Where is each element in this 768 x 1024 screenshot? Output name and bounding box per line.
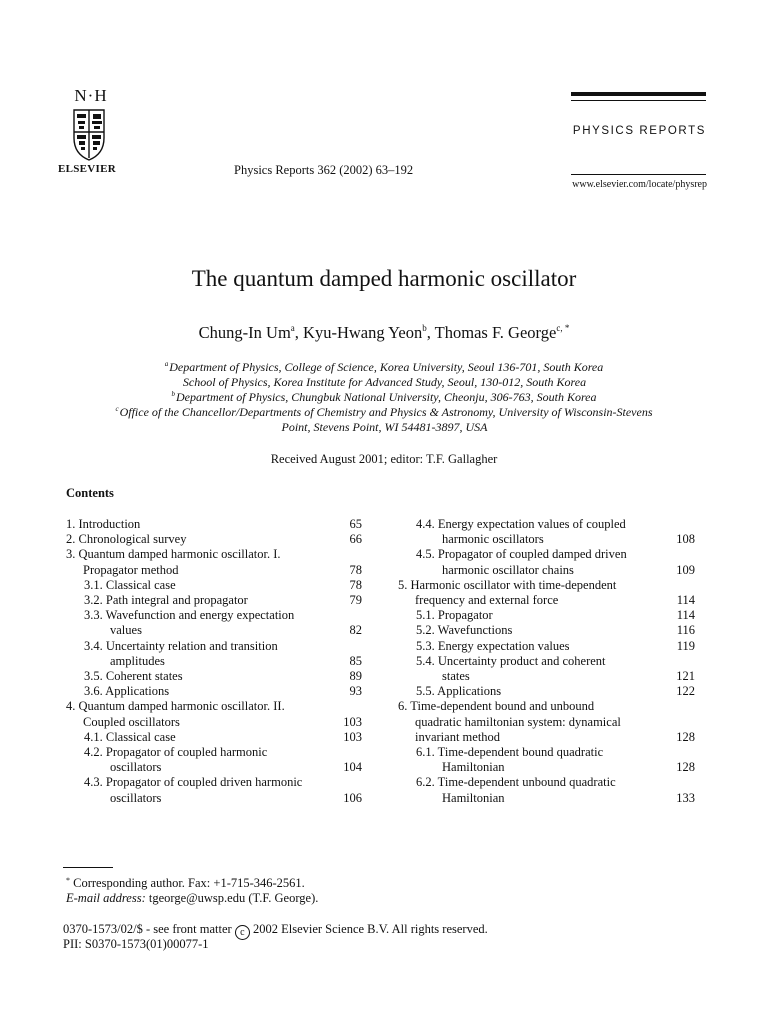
toc-entry-text[interactable]: 5.2. Wavefunctions: [416, 623, 513, 638]
author-list: [0, 323, 768, 343]
article-title: The quantum damped harmonic oscillator: [191, 266, 577, 291]
toc-entry-text[interactable]: 5.1. Propagator: [416, 608, 493, 623]
publisher-name: ELSEVIER: [57, 163, 117, 175]
toc-entry-text[interactable]: 6.1. Time-dependent bound quadratic: [416, 745, 604, 759]
toc-entry-text[interactable]: 1. Introduction: [66, 517, 141, 531]
toc-entry-text[interactable]: 4.5. Propagator of coupled damped driven: [416, 547, 627, 562]
toc-page-number: 128: [676, 729, 695, 744]
author-name: Chung-In Um: [198, 323, 291, 342]
toc-page-number: 93: [349, 684, 362, 699]
toc-page-number: 106: [343, 790, 362, 805]
toc-page-number: 103: [343, 729, 362, 744]
toc-page-number: 114: [676, 593, 695, 607]
publisher-logo-mark: N·H: [74, 86, 108, 105]
toc-page-number: 109: [676, 562, 695, 577]
toc-entry-text[interactable]: 3.1. Classical case: [84, 577, 176, 592]
toc-entry-text[interactable]: 3. Quantum damped harmonic oscillator. I.: [66, 547, 281, 562]
toc-entry-text[interactable]: oscillators: [110, 760, 162, 775]
toc-entry-text[interactable]: 4.2. Propagator of coupled harmonic: [84, 745, 268, 759]
toc-page-number: 114: [676, 608, 695, 623]
toc-entry-text[interactable]: 3.5. Coherent states: [84, 669, 183, 683]
affiliation-marker: b: [171, 390, 175, 398]
copyright-text: 2002 Elsevier Science B.V. All rights reserved.: [252, 922, 488, 936]
affiliation-line: [0, 375, 768, 390]
toc-page-number: 122: [676, 684, 695, 699]
toc-page-number: 133: [676, 790, 695, 805]
corresponding-author-footnote: [66, 876, 305, 891]
toc-page-number: 82: [349, 623, 362, 638]
toc-page-number: 89: [349, 669, 362, 683]
received-editor-line: Received August 2001; editor: T.F. Gallagher: [270, 452, 498, 466]
affiliation-line: [0, 390, 768, 405]
toc-page-number: 66: [349, 532, 362, 547]
toc-entry-text[interactable]: harmonic oscillator chains: [442, 562, 574, 577]
author-separator: ,: [294, 323, 304, 342]
journal-name: PHYSICS REPORTS: [572, 125, 706, 137]
author-separator: ,: [426, 323, 435, 342]
toc-entry-text[interactable]: 4.3. Propagator of coupled driven harmonic: [84, 775, 303, 790]
toc-page-number: 78: [349, 562, 362, 577]
toc-page-number: 121: [676, 669, 695, 683]
author-name: Kyu-Hwang Yeon: [303, 323, 423, 342]
toc-entry-text[interactable]: oscillators: [110, 790, 162, 805]
toc-page-number: 128: [676, 760, 695, 775]
affiliation-text: Office of the Chancellor/Departments of Chemistry and Physics & Astronomy, University of Wisconsin-Stevens: [119, 405, 653, 419]
toc-entry-text[interactable]: 3.2. Path integral and propagator: [84, 593, 248, 607]
author-name: Thomas F. George: [434, 323, 557, 342]
header-rule-bottom: [571, 174, 706, 175]
toc-entry-text[interactable]: amplitudes: [110, 653, 165, 668]
toc-entry-text[interactable]: Propagator method: [83, 562, 179, 577]
copyright-symbol: c: [235, 925, 250, 940]
header-rule-thick: [571, 92, 706, 96]
toc-entry-text[interactable]: quadratic hamiltonian system: dynamical: [415, 714, 621, 729]
affiliation-text: School of Physics, Korea Institute for Advanced Study, Seoul, 130-012, South Korea: [182, 375, 587, 389]
toc-page-number: 116: [676, 623, 695, 638]
toc-entry-text[interactable]: values: [110, 623, 142, 638]
toc-entry-text[interactable]: invariant method: [415, 729, 501, 744]
pii-line: PII: S0370-1573(01)00077-1: [63, 937, 209, 951]
toc-entry-text[interactable]: 5.5. Applications: [416, 684, 502, 699]
toc-page-number: 85: [349, 653, 362, 668]
toc-entry-text[interactable]: 3.3. Wavefunction and energy expectation: [84, 608, 295, 623]
toc-entry-text[interactable]: harmonic oscillators: [442, 532, 544, 547]
email-footnote: [66, 891, 318, 906]
affiliation-text: Department of Physics, College of Science, Korea University, Seoul 136-701, South Korea: [169, 360, 604, 374]
affiliation-line: [0, 360, 768, 375]
toc-entry-text[interactable]: 4.4. Energy expectation values of coupled: [416, 517, 626, 531]
footnote-rule: [63, 867, 113, 868]
journal-reference: Physics Reports 362 (2002) 63–192: [234, 163, 414, 177]
toc-page-number: 78: [349, 577, 362, 592]
toc-entry-text[interactable]: Hamiltonian: [442, 790, 505, 805]
affiliation-text: Point, Stevens Point, WI 54481-3897, USA: [281, 420, 488, 434]
toc-entry-text[interactable]: 5.3. Energy expectation values: [416, 638, 570, 653]
affiliation-line: [0, 405, 768, 420]
toc-entry-text[interactable]: 5. Harmonic oscillator with time-dependent: [398, 577, 617, 592]
journal-url[interactable]: www.elsevier.com/locate/physrep: [572, 179, 707, 190]
affiliation-marker: c: [115, 405, 119, 413]
email-label: E-mail address:: [66, 891, 146, 905]
toc-entry-text[interactable]: 4. Quantum damped harmonic oscillator. II.: [66, 699, 285, 714]
affiliation-text: Department of Physics, Chungbuk National University, Cheonju, 306-763, South Korea: [175, 390, 597, 404]
footnote-marker: *: [66, 876, 70, 885]
issn-text: 0370-1573/02/$ - see front matter: [63, 922, 232, 936]
toc-entry-text[interactable]: Hamiltonian: [442, 760, 505, 775]
toc-entry-text[interactable]: 6.2. Time-dependent unbound quadratic: [416, 775, 616, 790]
footnote-text: Corresponding author. Fax: +1-715-346-2561.: [73, 876, 305, 890]
toc-page-number: 79: [349, 593, 362, 607]
contents-heading: Contents: [66, 486, 114, 500]
toc-entry-text[interactable]: frequency and external force: [415, 593, 559, 607]
toc-page-number: 103: [343, 714, 362, 729]
toc-page-number: 104: [343, 760, 362, 775]
author-affiliation-marker: c, *: [556, 323, 570, 333]
author-affiliation-marker: b: [422, 323, 427, 333]
header-rule-thin: [571, 100, 706, 101]
toc-entry-text[interactable]: 3.6. Applications: [84, 684, 170, 699]
toc-page-number: 119: [676, 638, 695, 653]
toc-entry-text[interactable]: 6. Time-dependent bound and unbound: [398, 699, 595, 714]
author-affiliation-marker: a: [290, 323, 295, 333]
toc-entry-text[interactable]: states: [442, 669, 470, 683]
toc-entry-text[interactable]: 5.4. Uncertainty product and coherent: [416, 653, 606, 668]
affiliation-marker: a: [164, 360, 169, 368]
email-value[interactable]: tgeorge@uwsp.edu (T.F. George).: [148, 891, 319, 905]
toc-page-number: 108: [676, 532, 695, 547]
toc-entry-text[interactable]: 2. Chronological survey: [66, 532, 187, 547]
affiliation-line: [0, 420, 768, 435]
toc-entry-text[interactable]: 4.1. Classical case: [84, 729, 176, 744]
toc-page-number: 65: [349, 517, 362, 531]
toc-entry-text[interactable]: 3.4. Uncertainty relation and transition: [84, 638, 278, 653]
toc-entry-text[interactable]: Coupled oscillators: [83, 714, 180, 729]
